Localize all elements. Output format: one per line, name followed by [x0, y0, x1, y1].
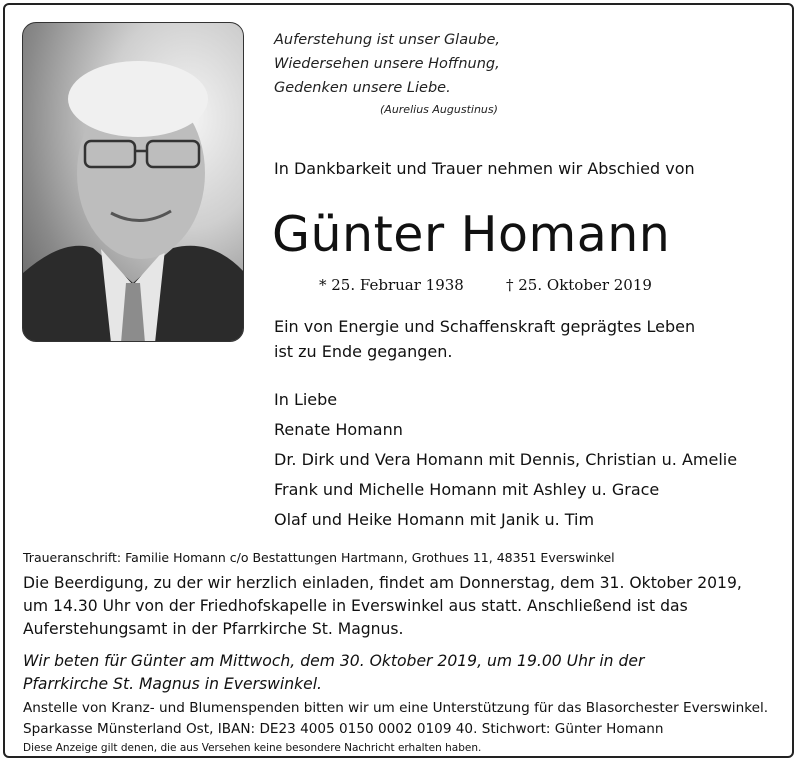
quote-line: Gedenken unsere Liebe.: [274, 80, 451, 96]
life-line: ist zu Ende gegangen.: [274, 342, 453, 361]
funeral-line: um 14.30 Uhr von der Friedhofskapelle in Everswinkel aus statt. Anschließend ist das: [23, 597, 688, 615]
donation-info: [23, 698, 793, 740]
death-date: † 25. Oktober 2019: [506, 276, 652, 294]
family-line: In Liebe: [274, 390, 338, 409]
family-line: Frank und Michelle Homann mit Ashley u. Grace: [274, 480, 660, 499]
family-list: [274, 385, 737, 535]
family-line: Olaf und Heike Homann mit Janik u. Tim: [274, 510, 595, 529]
funeral-line: Auferstehungsamt in der Pfarrkirche St. Magnus.: [23, 620, 404, 638]
quote-line: Wiedersehen unsere Hoffnung,: [274, 56, 500, 72]
birth-date: * 25. Februar 1938: [319, 276, 464, 294]
portrait-illustration: [23, 23, 244, 342]
quote-source: (Aurelius Augustinus): [380, 103, 498, 116]
mourning-address: Traueranschrift: Familie Homann c/o Bestattungen Hartmann, Grothues 11, 48351 Everswinkel: [23, 550, 615, 565]
prayer-line: Wir beten für Günter am Mittwoch, dem 30. Oktober 2019, um 19.00 Uhr in der: [23, 652, 645, 670]
family-line: Dr. Dirk und Vera Homann mit Dennis, Christian u. Amelie: [274, 450, 738, 469]
donation-line: Anstelle von Kranz- und Blumenspenden bitten wir um eine Unterstützung für das Blasorchester Everswinkel.: [23, 700, 769, 716]
prayer-line: Pfarrkirche St. Magnus in Everswinkel.: [23, 675, 322, 693]
funeral-line: Die Beerdigung, zu der wir herzlich einladen, findet am Donnerstag, dem 31. Oktober 2019,: [23, 574, 742, 592]
deceased-name: Günter Homann: [272, 206, 671, 263]
funeral-info: [23, 572, 793, 641]
portrait-photo: [22, 22, 244, 342]
quote-line: Auferstehung ist unser Glaube,: [274, 32, 501, 48]
family-line: Renate Homann: [274, 420, 403, 439]
donation-line: Sparkasse Münsterland Ost, IBAN: DE23 4005 0150 0002 0109 40. Stichwort: Günter Homann: [23, 721, 664, 737]
life-line: Ein von Energie und Schaffenskraft geprägtes Leben: [274, 317, 696, 336]
prayer-info: [23, 650, 793, 696]
intro-text: In Dankbarkeit und Trauer nehmen wir Abschied von: [274, 159, 695, 178]
life-text: [274, 314, 695, 364]
notice-note: Diese Anzeige gilt denen, die aus Versehen keine besondere Nachricht erhalten haben.: [23, 742, 482, 754]
quote-block: [274, 28, 500, 120]
